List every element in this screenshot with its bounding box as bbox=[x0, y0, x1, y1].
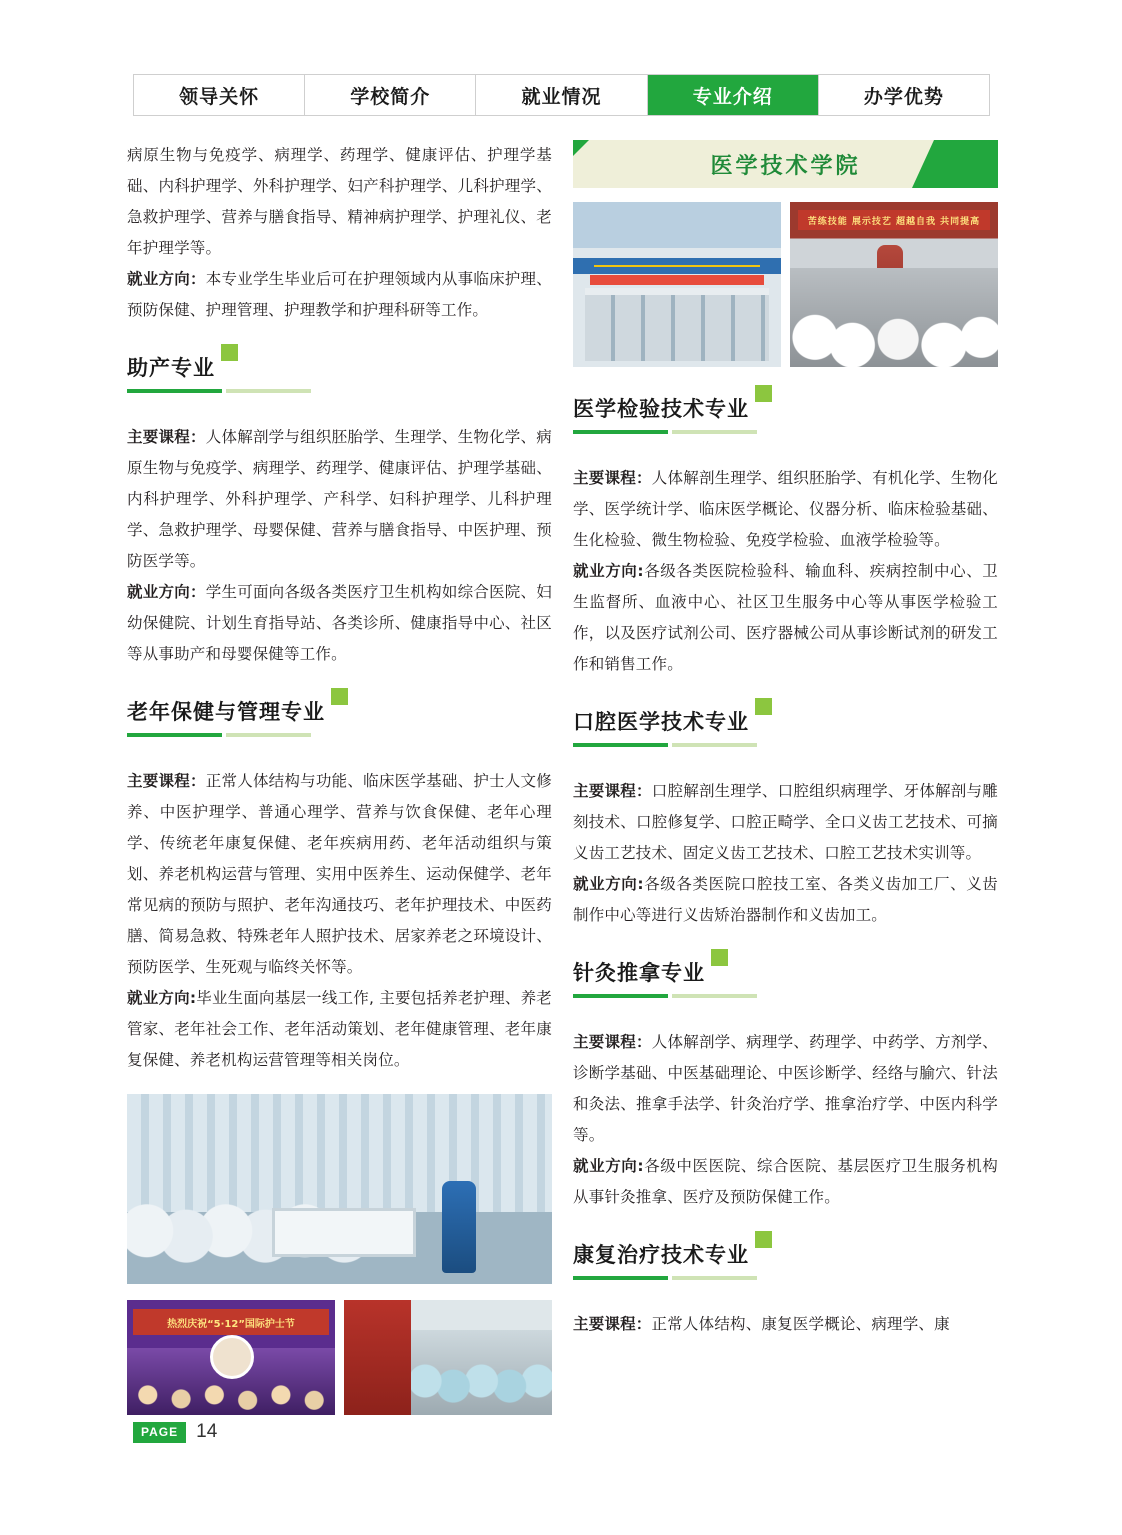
elderly-courses-paragraph bbox=[127, 766, 552, 983]
college-photo-row bbox=[573, 202, 998, 367]
section-heading-dental-tech bbox=[573, 706, 998, 750]
dental-jobs-paragraph bbox=[573, 869, 998, 931]
courses-label: 主要课程： bbox=[573, 782, 652, 800]
lab-courses-paragraph bbox=[573, 463, 998, 556]
jobs-text: 各级中医医院、综合医院、基层医疗卫生服务机构从事针灸推拿、医疗及预防保健工作。 bbox=[573, 1157, 999, 1206]
decor-square-icon bbox=[755, 1231, 772, 1248]
photo-audience-detail bbox=[790, 268, 998, 367]
section-heading-medical-lab bbox=[573, 393, 998, 437]
courses-label: 主要课程： bbox=[127, 772, 206, 790]
nurse-training-photo bbox=[127, 1094, 552, 1284]
photo-students-line-detail bbox=[411, 1330, 552, 1415]
nav-item-employment[interactable]: 就业情况 bbox=[476, 75, 647, 115]
continued-courses-paragraph: 病原生物与免疫学、病理学、药理学、健康评估、护理学基础、内科护理学、外科护理学、妇产科护理学、儿科护理学、急救护理学、营养与膳食指导、精神病护理学、护理礼仪、老年护理学等。 bbox=[127, 146, 552, 257]
decor-square-icon bbox=[221, 344, 238, 361]
section-title: 针灸推拿专业 bbox=[573, 961, 705, 985]
skills-demonstration-photo bbox=[790, 202, 998, 367]
decor-square-icon bbox=[755, 385, 772, 402]
courses-text: 人体解剖学、病理学、药理学、中药学、方剂学、诊断学基础、中医基础理论、中医诊断学、经络与腧穴、针法和灸法、推拿手法学、针灸治疗学、推拿治疗学、中医内科学等。 bbox=[573, 1033, 998, 1144]
laboratory-photo bbox=[573, 202, 781, 367]
top-nav bbox=[133, 74, 990, 116]
right-column bbox=[573, 140, 998, 1340]
dental-courses-paragraph bbox=[573, 776, 998, 869]
section-title: 老年保健与管理专业 bbox=[127, 700, 325, 724]
jobs-label: 就业方向： bbox=[127, 270, 206, 288]
heading-rule bbox=[573, 994, 668, 998]
page-label: PAGE bbox=[133, 1422, 186, 1443]
bottom-photo-row bbox=[127, 1300, 552, 1415]
rehab-courses-paragraph bbox=[573, 1309, 998, 1340]
banner-edge-decor bbox=[912, 140, 998, 188]
section-heading-rehab-tech bbox=[573, 1239, 998, 1283]
nurses-day-event-photo bbox=[127, 1300, 335, 1415]
jobs-label: 就业方向: bbox=[127, 989, 197, 1007]
heading-rule-light bbox=[226, 389, 311, 393]
midwifery-courses-paragraph bbox=[127, 422, 552, 577]
page-footer bbox=[133, 1421, 217, 1443]
continued-jobs-paragraph bbox=[127, 264, 552, 326]
nav-item-school-intro[interactable]: 学校简介 bbox=[305, 75, 476, 115]
hospital-corridor-photo bbox=[344, 1300, 552, 1415]
jobs-label: 就业方向: bbox=[573, 875, 644, 893]
jobs-text: 各级各类医院口腔技工室、各类义齿加工厂、义齿制作中心等进行义齿矫治器制作和义齿加工。 bbox=[573, 875, 999, 924]
nav-item-advantages[interactable]: 办学优势 bbox=[819, 75, 989, 115]
page-number: 14 bbox=[196, 1421, 218, 1442]
banner-title: 医学技术学院 bbox=[710, 153, 861, 179]
courses-text: 正常人体结构与功能、临床医学基础、护士人文修养、中医护理学、普通心理学、营养与饮食保健、老年心理学、传统老年康复保健、老年疾病用药、老年活动组织与策划、养老机构运营与管理、实用中医养生、运动保健学、老年常见病的预防与照护、老年沟通技巧、老年护理技术、中医药膳、简易急救、特殊老年人照护技术、居家养老之环境设计、预防医学、生死观与临终关怀等。 bbox=[127, 772, 552, 976]
photo-oxygen-tank-detail bbox=[442, 1181, 476, 1273]
heading-rule bbox=[573, 430, 668, 434]
photo-red-sign-detail bbox=[344, 1300, 411, 1415]
nav-item-majors[interactable]: 专业介绍 bbox=[648, 75, 819, 115]
section-title: 助产专业 bbox=[127, 356, 215, 380]
courses-text: 正常人体结构、康复医学概论、病理学、康 bbox=[651, 1315, 950, 1333]
midwifery-jobs-paragraph bbox=[127, 577, 552, 670]
heading-rule-light bbox=[672, 430, 757, 434]
lab-jobs-paragraph bbox=[573, 556, 998, 680]
section-heading-elderly-care bbox=[127, 696, 552, 740]
heading-rule bbox=[573, 1276, 668, 1280]
left-column bbox=[127, 140, 552, 1431]
heading-rule bbox=[573, 743, 668, 747]
courses-text: 口腔解剖生理学、口腔组织病理学、牙体解剖与雕刻技术、口腔修复学、口腔正畸学、全口义齿工艺技术、可摘义齿工艺技术、固定义齿工艺技术、口腔工艺技术实训等。 bbox=[573, 782, 998, 862]
demo-banner-text: 苦练技能 展示技艺 超越自我 共同提高 bbox=[798, 210, 989, 230]
jobs-label: 就业方向： bbox=[127, 583, 206, 601]
college-banner bbox=[573, 140, 998, 188]
section-title: 康复治疗技术专业 bbox=[573, 1243, 749, 1267]
jobs-text: 学生可面向各级各类医疗卫生机构如综合医院、妇幼保健院、计划生育指导站、各类诊所、健康指导中心、社区等从事助产和母婴保健等工作。 bbox=[127, 583, 552, 663]
jobs-label: 就业方向: bbox=[573, 1157, 644, 1175]
nurse-training-photo-row bbox=[127, 1094, 552, 1284]
courses-label: 主要课程： bbox=[573, 469, 652, 487]
photo-portrait-detail bbox=[210, 1335, 254, 1379]
decor-square-icon bbox=[331, 688, 348, 705]
section-title: 口腔医学技术专业 bbox=[573, 710, 749, 734]
banner-corner-icon bbox=[573, 140, 589, 156]
heading-rule bbox=[127, 733, 222, 737]
courses-label: 主要课程： bbox=[573, 1315, 652, 1333]
section-heading-acupuncture bbox=[573, 957, 998, 1001]
acupuncture-jobs-paragraph bbox=[573, 1151, 998, 1213]
courses-text: 人体解剖学与组织胚胎学、生理学、生物化学、病原生物与免疫学、病理学、药理学、健康评估、护理学基础、内科护理学、外科护理学、产科学、妇科护理学、儿科护理学、急救护理学、母婴保健、营养与膳食指导、中医护理、预防医学等。 bbox=[127, 428, 552, 570]
jobs-label: 就业方向: bbox=[573, 562, 644, 580]
courses-text: 人体解剖生理学、组织胚胎学、有机化学、生物化学、医学统计学、临床医学概论、仪器分析、临床检验基础、生化检验、微生物检验、免疫学检验、血液学检验等。 bbox=[573, 469, 998, 549]
heading-rule-light bbox=[672, 743, 757, 747]
section-heading-midwifery bbox=[127, 352, 552, 396]
jobs-text: 本专业学生毕业后可在护理领域内从事临床护理、预防保健、护理管理、护理教学和护理科研等工作。 bbox=[127, 270, 552, 319]
event-banner-text: 热烈庆祝“5·12”国际护士节 bbox=[133, 1309, 329, 1335]
heading-rule bbox=[127, 389, 222, 393]
courses-label: 主要课程： bbox=[127, 428, 206, 446]
heading-rule-light bbox=[672, 994, 757, 998]
elderly-jobs-paragraph bbox=[127, 983, 552, 1076]
heading-rule-light bbox=[226, 733, 311, 737]
courses-label: 主要课程： bbox=[573, 1033, 652, 1051]
photo-bed-detail bbox=[272, 1208, 417, 1257]
photo-lab-equipment-detail bbox=[590, 275, 765, 285]
jobs-text: 毕业生面向基层一线工作, 主要包括养老护理、养老管家、老年社会工作、老年活动策划、老年健康管理、老年康复保健、养老机构运营管理等相关岗位。 bbox=[127, 989, 553, 1069]
section-title: 医学检验技术专业 bbox=[573, 397, 749, 421]
jobs-text: 各级各类医院检验科、输血科、疾病控制中心、卫生监督所、血液中心、社区卫生服务中心等从事医学检验工作，以及医疗试剂公司、医疗器械公司从事诊断试剂的研发工作和销售工作。 bbox=[573, 562, 999, 673]
acupuncture-courses-paragraph bbox=[573, 1027, 998, 1151]
decor-square-icon bbox=[755, 698, 772, 715]
decor-square-icon bbox=[711, 949, 728, 966]
nav-item-leadership[interactable]: 领导关怀 bbox=[134, 75, 305, 115]
heading-rule-light bbox=[672, 1276, 757, 1280]
